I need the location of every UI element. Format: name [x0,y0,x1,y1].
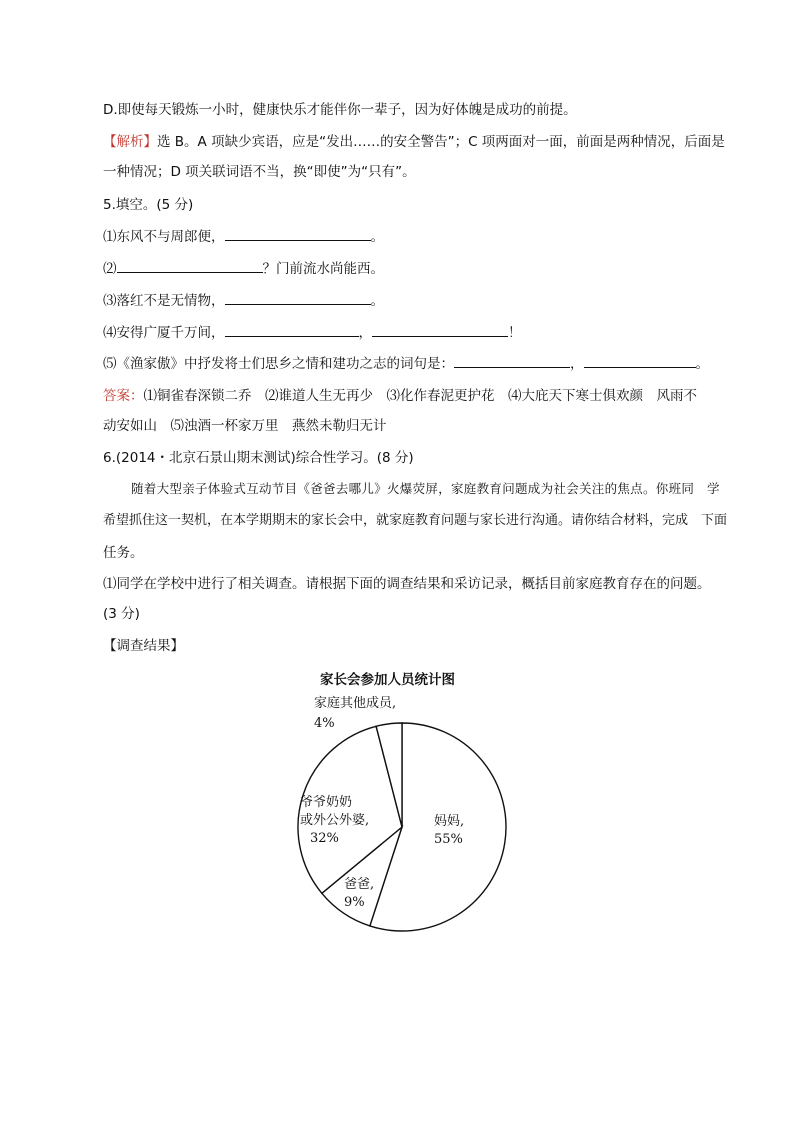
survey-result-tag: 【调查结果】 [103,638,184,654]
q6-subquestion-1-score: (3 分) [103,606,140,622]
q5-item-5-comma: ， [570,356,584,372]
answer-blank[interactable] [225,226,371,241]
q6-paragraph-line-1: 随着大型亲子体验式互动节目《爸爸去哪儿》火爆荧屏，家庭教育问题成为社会关注的焦点。你班同 学 [131,481,720,496]
answer-blank[interactable] [372,322,508,337]
slice-dad-label: 爸爸, [344,877,375,892]
q5-item-3-prompt: ⑶落红不是无情物， [103,293,225,309]
q5-item-4-prompt: ⑷安得广厦千万间， [103,325,225,341]
slice-dad-percent: 9% [344,895,365,910]
analysis-text-1: 选 B。A 项缺少宾语，应是“发出……的安全警告”；C 项两面对一面，前面是两种情况，后面是 [157,134,725,150]
option-d-text: D.即使每天锻炼一小时，健康快乐才能伴你一辈子，因为好体魄是成功的前提。 [103,102,577,118]
q6-paragraph-line-3: 任务。 [103,545,144,561]
slice-mom-label: 妈妈, [434,814,465,829]
answer-blank[interactable] [225,290,371,305]
q5-item-4 [103,322,522,343]
analysis-tag: 【解析】 [103,134,157,150]
slice-mom-percent: 55% [434,832,463,847]
slice-grandparents-label: 或外公外婆, [300,813,370,828]
q5-item-3 [103,290,384,311]
answer-line-1 [103,386,697,406]
q5-item-4-end: ！ [508,325,522,341]
q5-item-5-prompt: ⑸《渔家傲》中抒发将士们思乡之情和建功之志的词句是： [103,356,454,372]
slice-grandparents-percent: 32% [310,831,339,846]
q5-item-1-end: 。 [370,229,384,245]
analysis-line-2: 一种情况；D 项关联词语不当，换“即使”为“只有”。 [103,164,416,180]
answer-blank[interactable] [454,353,570,368]
q5-item-3-end: 。 [370,293,384,309]
answer-line-2: 动安如山 ⑸浊酒一杯家万里 燕然未勒归无计 [103,418,387,434]
q5-item-2-prompt: ⑵ [103,261,117,277]
q5-item-5 [103,353,709,374]
q6-title: 6.(2014・北京石景山期末测试)综合性学习。(8 分) [103,450,414,466]
slice-other-family-percent: 4% [314,716,335,731]
q5-item-2 [103,258,384,279]
pie-chart [282,696,522,947]
answer-blank[interactable] [584,353,696,368]
answer-blank[interactable] [225,322,359,337]
q6-paragraph-line-2: 希望抓住这一契机，在本学期期末的家长会中，就家庭教育问题与家长进行沟通。请你结合材料，完成 下面 [103,513,728,528]
q5-title: 5.填空。(5 分) [103,197,194,213]
q5-item-1-prompt: ⑴东风不与周郎便， [103,229,225,245]
q6-subquestion-1: ⑴同学在学校中进行了相关调查。请根据下面的调查结果和采访记录，概括目前家庭教育存在的问题。 [103,576,711,592]
answer-tag: 答案： [103,388,144,404]
q5-item-5-end: 。 [695,356,709,372]
slice-other-family-label: 家庭其他成员, [314,696,397,711]
slice-grandparents-label: 爷爷奶奶 [300,795,353,810]
answer-blank[interactable] [117,258,263,273]
q5-item-1 [103,226,384,247]
analysis-line-1 [103,132,725,152]
answer-text-1: ⑴铜雀春深锁二乔 ⑵谁道人生无再少 ⑶化作春泥更护花 ⑷大庇天下寒士俱欢颜 风雨不 [143,388,697,404]
chart-title: 家长会参加人员统计图 [320,672,455,688]
q5-item-4-comma: ， [358,325,372,341]
q5-item-2-end: ？门前流水尚能西。 [262,261,384,277]
